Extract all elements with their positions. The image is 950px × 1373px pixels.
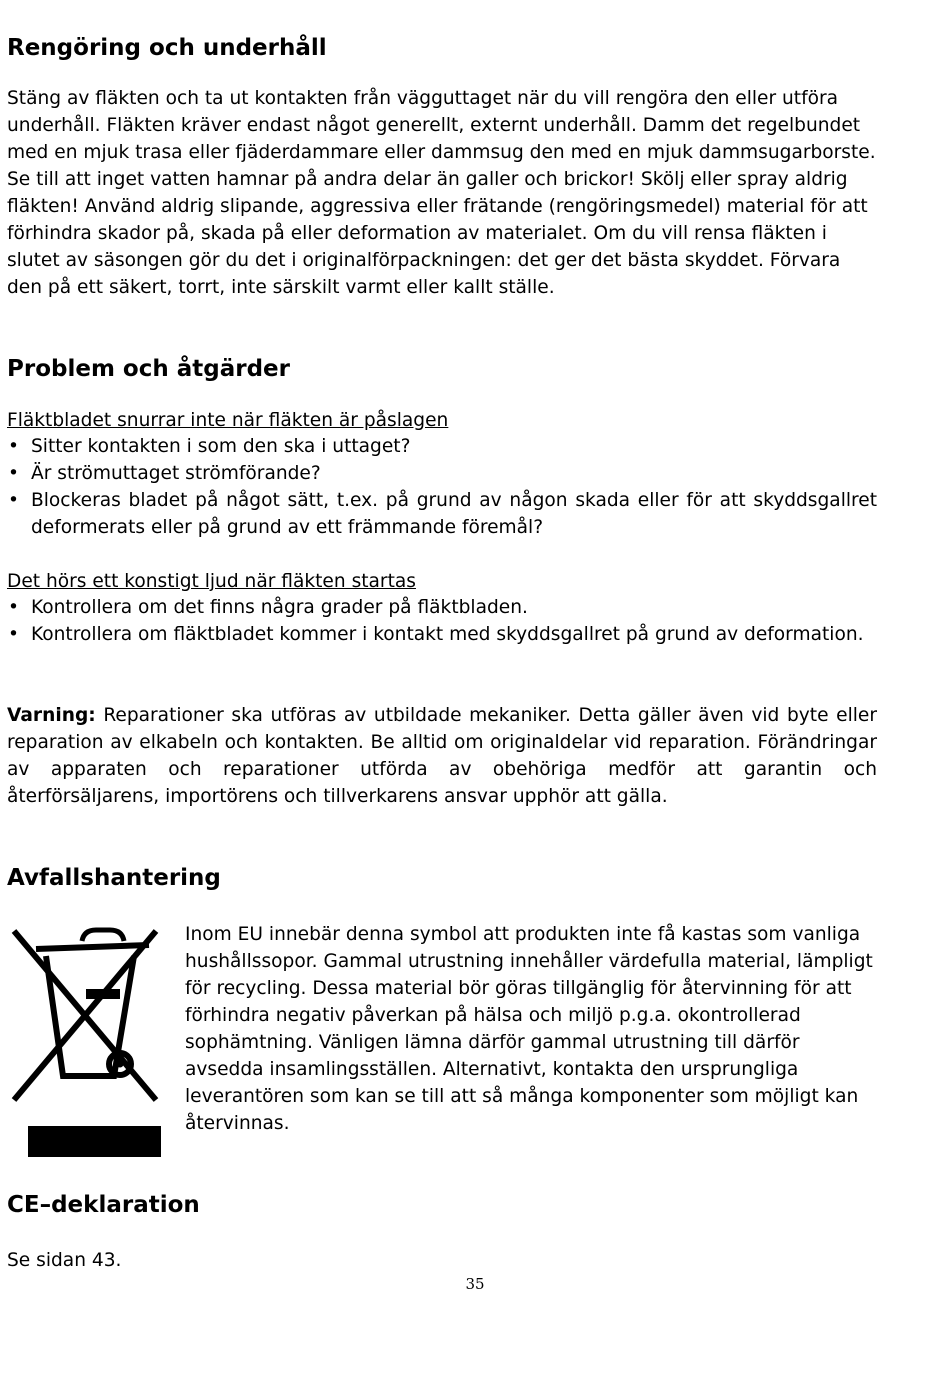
bullet-icon: • [8,490,19,511]
list-item: • Sitter kontakten i som den ska i uttaget? [7,433,877,460]
page-number: 35 [465,1275,485,1293]
bullet-icon: • [8,463,19,484]
problem-2-title: Det hörs ett konstigt ljud när fläkten startas [7,571,416,592]
problems-heading: Problem och åtgärder [7,356,290,382]
ce-text: Se sidan 43. [7,1250,122,1271]
waste-paragraph: Inom EU innebär denna symbol att produkten inte få kastas som vanliga hushållssopor. Gammal utrustning innehåller värdefulla material, lämpligt för recycling. Dessa material bör göras tillgänglig för återvinning för att förhindra negativ påverkan på hälsa och miljö p.g.a. okontrollerad sophämtning. Vänligen lämna därför gammal utrustning till därför avsedda insamlingsställen. Alternativt, kontakta den ursprungliga leverantören som kan se till att så många komponenter som möjligt kan återvinnas. [185,924,873,1134]
list-item: • Blockeras bladet på något sätt, t.ex. på grund av någon skada eller för att skyddsgallret deformerats eller på grund av ett främmande föremål? [7,487,877,541]
waste-heading: Avfallshantering [7,865,221,891]
bullet-icon: • [8,624,19,645]
warning-paragraph [7,702,877,810]
warning-text: Reparationer ska utföras av utbildade mekaniker. Detta gäller även vid byte eller reparation av elkabeln och kontakten. Be alltid om originaldelar vid reparation. Förändringar av apparaten och reparationer utförda av obehöriga medför att garantin och återförsäljarens, importörens och tillverkarens ansvar upphör att gälla. [7,705,877,807]
bullet-icon: • [8,597,19,618]
list-item: • Kontrollera om det finns några grader på fläktbladen. [7,594,877,621]
cleaning-heading: Rengöring och underhåll [7,35,327,61]
cleaning-paragraph: Stäng av fläkten och ta ut kontakten från vägguttaget när du vill rengöra den eller utföra underhåll. Fläkten kräver endast något generellt, externt underhåll. Damm det regelbundet med en mjuk trasa eller fjäderdammare eller dammsug den med en mjuk dammsugarborste. Se till att inget vatten hamnar på andra delar än galler och brickor! Skölj eller spray aldrig fläkten! Använd aldrig slipande, aggressiva eller frätande (rengöringsmedel) material för att förhindra skador på, skada på eller deformation av materialet. Om du vill rensa fläkten i slutet av säsongen gör du det i originalförpackningen: det ger det bästa skyddet. Förvara den på ett säkert, torrt, inte särskilt varmt eller kallt ställe. [7,88,876,298]
crossed-out-wheelie-bin-icon [6,916,164,1161]
list-item: • Är strömuttaget strömförande? [7,460,877,487]
warning-label: Varning: [7,705,96,726]
bullet-icon: • [8,436,19,457]
problem-1-list [7,433,877,541]
list-item: • Kontrollera om fläktbladet kommer i kontakt med skyddsgallret på grund av deformation. [7,621,877,648]
problem-2-list [7,594,877,648]
problem-1-title: Fläktbladet snurrar inte när fläkten är påslagen [7,410,449,431]
ce-heading: CE–deklaration [7,1192,200,1218]
